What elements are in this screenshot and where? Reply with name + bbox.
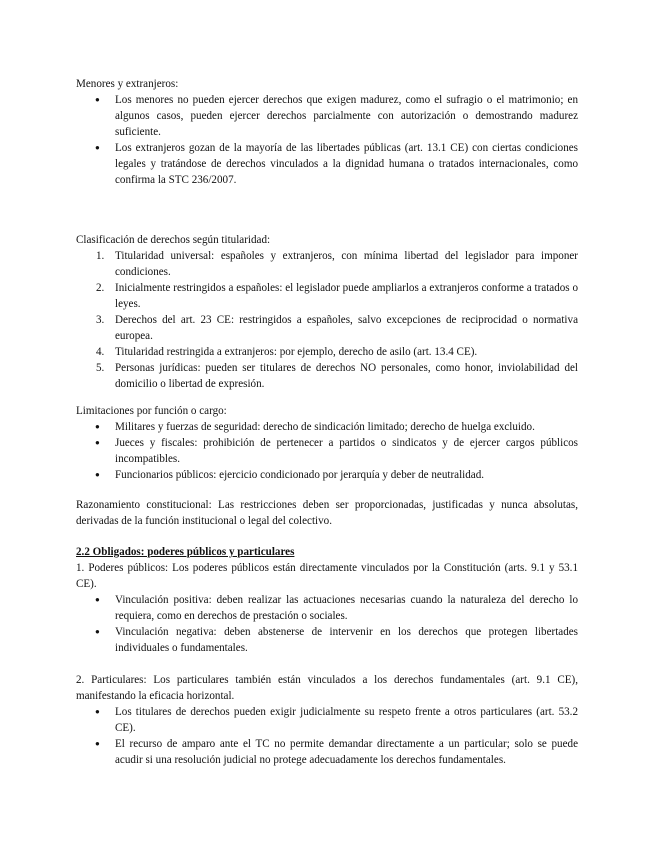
list-item: ● Militares y fuerzas de seguridad: derecho de sindicación limitado; derecho de huelga excluido. <box>115 419 578 435</box>
section-clasificacion <box>76 232 578 392</box>
list-item: ● Los menores no pueden ejercer derechos que exigen madurez, como el sufragio o el matrimonio; en algunos casos, pueden ejercer derechos parcialmente con autorización o demostrando madurez suficiente. <box>115 92 578 140</box>
list-item <box>96 280 578 312</box>
list-item-text: Inicialmente restringidos a españoles: el legislador puede ampliarlos a extranjeros conforme a tratados o leyes. <box>115 282 578 310</box>
section-razonamiento <box>76 497 578 529</box>
list-item: ● Los titulares de derechos pueden exigir judicialmente su respeto frente a otros particulares (art. 53.2 CE). <box>115 704 578 736</box>
list-item <box>96 248 578 280</box>
list-number: 2. <box>96 282 105 294</box>
section-limitaciones <box>76 403 578 483</box>
list-number: 4. <box>96 346 105 358</box>
list-item-text: Titularidad universal: españoles y extranjeros, con mínima libertad del legislador para imponer condiciones. <box>115 250 578 278</box>
list-item-text: Personas jurídicas: pueden ser titulares de derechos NO personales, como honor, inviolabilidad del domicilio o libertad de expresión. <box>115 362 578 390</box>
list-item: ● Vinculación negativa: deben abstenerse de intervenir en los derechos que protegen libertades individuales o fundamentales. <box>115 624 578 656</box>
numbered-list <box>76 248 578 392</box>
section-title: Limitaciones por función o cargo: <box>76 405 227 417</box>
bullet-list <box>76 419 578 483</box>
list-item: ● El recurso de amparo ante el TC no permite demandar directamente a un particular; solo se puede acudir si una resolución judicial no protege adecuadamente los derechos fundamentales. <box>115 736 578 768</box>
list-item: ● Funcionarios públicos: ejercicio condicionado por jerarquía y deber de neutralidad. <box>115 467 578 483</box>
bullet-list <box>76 704 578 768</box>
section-heading: 2.2 Obligados: poderes públicos y particulares <box>76 546 295 558</box>
list-item: ● Vinculación positiva: deben realizar las actuaciones necesarias cuando la naturaleza del derecho lo requiera, como en derechos de prestación o sociales. <box>115 592 578 624</box>
section-title: Clasificación de derechos según titularidad: <box>76 234 271 246</box>
paragraph-poderes-publicos: 1. Poderes públicos: Los poderes públicos están directamente vinculados por la Constitución (arts. 9.1 y 53.1 CE). <box>76 562 578 590</box>
list-item-text: Titularidad restringida a extranjeros: por ejemplo, derecho de asilo (art. 13.4 CE). <box>115 346 478 358</box>
paragraph-particulares: 2. Particulares: Los particulares también están vinculados a los derechos fundamentales (art. 9.1 CE), manifestando la eficacia horizontal. <box>76 674 578 702</box>
list-number: 1. <box>96 250 105 262</box>
section-title: Menores y extranjeros: <box>76 78 179 90</box>
list-item <box>96 312 578 344</box>
bullet-list <box>76 92 578 188</box>
list-number: 5. <box>96 362 105 374</box>
list-item: ● Jueces y fiscales: prohibición de pertenecer a partidos o sindicatos y de ejercer cargos públicos incompatibles. <box>115 435 578 467</box>
razonamiento-paragraph: Razonamiento constitucional: Las restricciones deben ser proporcionadas, justificadas y nunca absolutas, derivadas de la función institucional o legal del colectivo. <box>76 499 578 527</box>
section-menores-extranjeros <box>76 76 578 188</box>
bullet-list <box>76 592 578 656</box>
list-item <box>96 344 578 360</box>
list-item-text: Derechos del art. 23 CE: restringidos a españoles, salvo excepciones de reciprocidad o normativa europea. <box>115 314 578 342</box>
list-number: 3. <box>96 314 105 326</box>
list-item <box>96 360 578 392</box>
section-obligados <box>76 544 578 768</box>
list-item: ● Los extranjeros gozan de la mayoría de las libertades públicas (art. 13.1 CE) con ciertas condiciones legales y tratándose de derechos vinculados a la dignidad humana o tratados internacionales, como confirma la STC 236/2007. <box>115 140 578 188</box>
